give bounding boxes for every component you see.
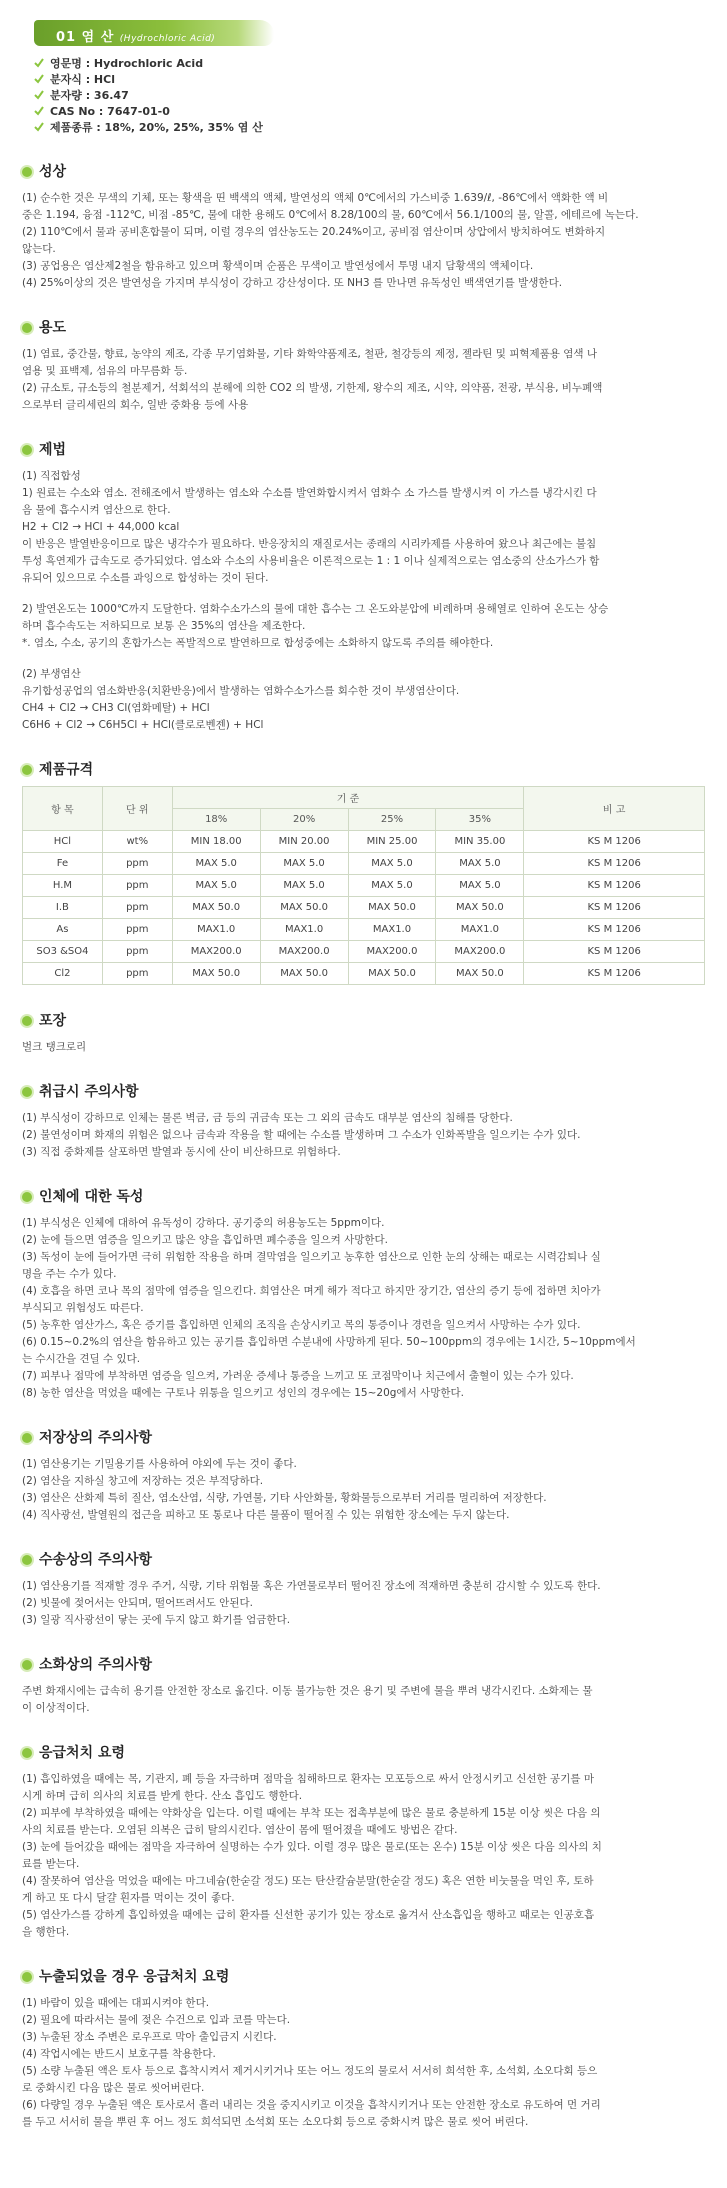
- bullet-icon: [22, 1555, 32, 1565]
- bullet-icon: [22, 167, 32, 177]
- section-heading: 용도: [22, 318, 717, 338]
- text-line: (4) 잘못하여 염산을 먹었을 때에는 마그네슘(한숟갈 정도) 또는 탄산칼슘분말(한숟갈 정도) 혹은 연한 비눗물을 먹인 후, 토하: [22, 1875, 594, 1887]
- text-line: 염용 및 표백제, 섬유의 마무름화 등.: [22, 365, 188, 377]
- section-body: [22, 1578, 717, 1629]
- cell-item: I.B: [23, 897, 103, 919]
- header-standard: 기 준: [172, 787, 524, 809]
- text-line: 이 이상적이다.: [22, 1702, 90, 1714]
- section-handling-precautions: [22, 1082, 717, 1161]
- fact-list: [34, 56, 717, 136]
- cell-value: MAX 50.0: [172, 897, 260, 919]
- section-toxicity: [22, 1187, 717, 1402]
- section-packaging: [22, 1011, 717, 1056]
- cell-value: MAX 5.0: [348, 875, 436, 897]
- text-line: 사의 치료를 받는다. 오염된 의복은 급히 탈의시킨다. 염산이 몸에 떨어졌을 때에도 방법은 같다.: [22, 1824, 458, 1836]
- header-unit: 단 위: [102, 787, 172, 831]
- formula-line: CH4 + Cl2 → CH3 Cl(염화메탈) + HCl: [22, 702, 210, 714]
- cell-unit: ppm: [102, 941, 172, 963]
- text-line: 으로부터 글리세린의 회수, 일반 중화용 등에 사용: [22, 399, 249, 411]
- cell-item: HCl: [23, 831, 103, 853]
- cell-unit: wt%: [102, 831, 172, 853]
- cell-value: MAX1.0: [348, 919, 436, 941]
- bullet-icon: [22, 1087, 32, 1097]
- cell-value: MAX 50.0: [436, 897, 524, 919]
- cell-unit: ppm: [102, 875, 172, 897]
- text-line: (3) 독성이 눈에 들어가면 극히 위험한 작용을 하며 결막염을 일으키고 농후한 염산으로 인한 눈의 상해는 때로는 시력감퇴나 실: [22, 1251, 601, 1263]
- cell-value: MIN 25.00: [348, 831, 436, 853]
- text-line: (2) 규소토, 규소등의 철분제거, 석회석의 분해에 의한 CO2 의 발생, 기한제, 왕수의 제조, 시약, 의약품, 전광, 부식용, 비누폐액: [22, 382, 603, 394]
- text-line: 부식되고 위험성도 따른다.: [22, 1302, 144, 1314]
- bullet-icon: [22, 1748, 32, 1758]
- cell-value: MAX 50.0: [172, 963, 260, 985]
- text-line: (7) 피부나 점막에 부착하면 염증을 일으켜, 가려운 증세나 통증을 느끼고 또 코점막이나 치근에서 출혈이 있는 수가 있다.: [22, 1370, 574, 1382]
- text-line: (3) 눈에 들어갔을 때에는 점막을 자극하여 실명하는 수가 있다. 이럴 경우 많은 물로(또는 온수) 15분 이상 씻은 다음 의사의 치: [22, 1841, 602, 1853]
- table-row: [23, 831, 705, 853]
- text-line: (2) 빗물에 젖어서는 안되며, 떨어뜨려서도 안된다.: [22, 1597, 253, 1609]
- cell-item: SO3 &SO4: [23, 941, 103, 963]
- fact-item: CAS No : 7647-01-0: [34, 104, 717, 120]
- text-line: 명을 주는 수가 있다.: [22, 1268, 117, 1280]
- bullet-icon: [22, 1972, 32, 1982]
- section-heading: 누출되었을 경우 응급처치 요령: [22, 1967, 717, 1987]
- cell-unit: ppm: [102, 897, 172, 919]
- cell-value: MAX 5.0: [348, 853, 436, 875]
- cell-value: MAX 50.0: [260, 897, 348, 919]
- cell-value: MAX 5.0: [172, 875, 260, 897]
- text-line: (1) 직접합성: [22, 470, 81, 482]
- text-line: (4) 호흡을 하면 코나 목의 점막에 염증을 일으킨다. 희염산은 며게 해가 적다고 하지만 장기간, 염산의 증기 등에 접하면 치아가: [22, 1285, 601, 1297]
- text-line: 않는다.: [22, 243, 56, 255]
- table-row: [23, 941, 705, 963]
- section-specifications: [22, 760, 717, 985]
- check-icon: [34, 106, 44, 116]
- bullet-icon: [22, 765, 32, 775]
- cell-note: KS M 1206: [524, 853, 705, 875]
- text-line: 유기합성공업의 염소화반응(치환반응)에서 발생하는 염화수소가스를 회수한 것이 부생염산이다.: [22, 685, 460, 697]
- text-line: (4) 직사광선, 발열원의 접근을 피하고 또 통로나 다른 물품이 떨어질 수 있는 위험한 장소에는 두지 않는다.: [22, 1509, 510, 1521]
- page-title: [56, 26, 215, 45]
- section-heading: 수송상의 주의사항: [22, 1550, 717, 1570]
- bullet-icon: [22, 445, 32, 455]
- section-uses: [22, 318, 717, 414]
- text-line: (4) 작업시에는 반드시 보호구를 착용한다.: [22, 2048, 216, 2060]
- fact-item: 분자량 : 36.47: [34, 88, 717, 104]
- cell-value: MAX1.0: [172, 919, 260, 941]
- text-line: 벌크 탱크로리: [22, 1041, 87, 1053]
- text-line: 유되어 있으므로 수소를 과잉으로 합성하는 것이 된다.: [22, 572, 269, 584]
- text-line: (8) 농한 염산을 먹었을 때에는 구토나 위통을 일으키고 성인의 경우에는 15~20g에서 사망한다.: [22, 1387, 464, 1399]
- text-line: 하며 흡수속도는 저하되므로 보통 은 35%의 염산을 제조한다.: [22, 620, 306, 632]
- section-heading: 성상: [22, 162, 717, 182]
- section-heading: 응급처치 요령: [22, 1743, 717, 1763]
- cell-value: MAX200.0: [436, 941, 524, 963]
- spec-table: [22, 786, 705, 985]
- bullet-icon: [22, 1016, 32, 1026]
- section-transport-precautions: [22, 1550, 717, 1629]
- text-line: (2) 불연성이며 화재의 위험은 없으나 금속과 작용을 할 때에는 수소를 발생하며 그 수소가 인화폭발을 일으키는 수가 있다.: [22, 1129, 581, 1141]
- text-line: (1) 순수한 것은 무색의 기체, 또는 황색을 띤 백색의 액체, 발연성의 액체 0℃에서의 가스비중 1.639/ℓ, -86℃에서 액화한 액 비: [22, 192, 609, 204]
- text-line: 을 행한다.: [22, 1926, 70, 1938]
- cell-value: MAX200.0: [172, 941, 260, 963]
- cell-value: MIN 35.00: [436, 831, 524, 853]
- title-main: 01 염 산: [56, 30, 115, 45]
- cell-value: MAX 5.0: [260, 853, 348, 875]
- header-grade: 25%: [348, 809, 436, 831]
- cell-value: MAX 50.0: [348, 897, 436, 919]
- cell-note: KS M 1206: [524, 963, 705, 985]
- text-line: 는 수시간을 견딜 수 있다.: [22, 1353, 141, 1365]
- section-leak-response: [22, 1967, 717, 2131]
- table-row: [23, 853, 705, 875]
- section-heading: 제법: [22, 440, 717, 460]
- text-line: 게 하고 또 다시 달걀 흰자를 먹이는 것이 좋다.: [22, 1892, 235, 1904]
- text-line: (1) 부식성이 강하므로 인체는 물론 벽금, 금 등의 귀금속 또는 그 외의 금속도 대부분 염산의 침해를 당한다.: [22, 1112, 513, 1124]
- cell-value: MAX200.0: [260, 941, 348, 963]
- section-heading: 저장상의 주의사항: [22, 1428, 717, 1448]
- section-heading: 포장: [22, 1011, 717, 1031]
- text-line: (1) 바람이 있을 때에는 대피시켜야 한다.: [22, 1997, 210, 2009]
- section-heading: 인체에 대한 독성: [22, 1187, 717, 1207]
- section-body: [22, 1995, 717, 2131]
- section-body: [22, 190, 717, 292]
- section-body: [22, 346, 717, 414]
- section-body: [22, 1215, 717, 1402]
- text-line: (1) 염료, 중간물, 향료, 농약의 제조, 각종 무기염화물, 기타 화학약품제조, 철판, 철강등의 제정, 젤라틴 및 피혁제품용 염색 나: [22, 348, 598, 360]
- section-body: [22, 1456, 717, 1524]
- header-note: 비 고: [524, 787, 705, 831]
- text-line: (2) 눈에 들으면 염증을 일으키고 많은 양을 흡입하면 폐수종을 일으켜 사망한다.: [22, 1234, 389, 1246]
- text-line: (2) 피부에 부착하였을 때에는 약화상을 입는다. 이럴 때에는 부착 또는 접촉부분에 많은 물로 충분하게 15분 이상 씻은 다음 의: [22, 1807, 601, 1819]
- text-line: (2) 염산을 지하실 창고에 저장하는 것은 부적당하다.: [22, 1475, 264, 1487]
- formula-line: H2 + Cl2 → HCl + 44,000 kcal: [22, 521, 180, 533]
- check-icon: [34, 122, 44, 132]
- text-line: (5) 농후한 염산가스, 혹은 증기를 흡입하면 인체의 조직을 손상시키고 목의 통증이나 경련을 일으켜서 사망하는 수가 있다.: [22, 1319, 581, 1331]
- cell-item: H.M: [23, 875, 103, 897]
- cell-value: MAX 5.0: [436, 853, 524, 875]
- section-properties: [22, 162, 717, 292]
- table-row: [23, 919, 705, 941]
- header-grade: 35%: [436, 809, 524, 831]
- text-line: (6) 다량일 경우 누출된 액은 토사로서 흘러 내리는 것을 중지시키고 이것을 흡착시키거나 또는 안전한 장소로 유도하여 먼 거리: [22, 2099, 601, 2111]
- check-icon: [34, 74, 44, 84]
- text-line: (5) 염산가스를 강하게 흡입하였을 때에는 급히 환자를 신선한 공기가 있는 장소로 옮겨서 산소흡입을 행하고 때로는 인공호흡: [22, 1909, 595, 1921]
- cell-value: MAX 50.0: [348, 963, 436, 985]
- cell-note: KS M 1206: [524, 941, 705, 963]
- cell-item: Cl2: [23, 963, 103, 985]
- bullet-icon: [22, 1433, 32, 1443]
- cell-value: MIN 20.00: [260, 831, 348, 853]
- section-body: [22, 1771, 717, 1941]
- blank-line: [22, 652, 717, 666]
- section-body: [22, 1683, 717, 1717]
- text-line: 이 반응은 발열반응이므로 많은 냉각수가 필요하다. 반응장치의 재질로서는 종래의 시리카제를 사용하여 왔으나 최근에는 불침: [22, 538, 597, 550]
- text-line: (4) 25%이상의 것은 발연성을 가지며 부식성이 강하고 강산성이다. 또 NH3 를 만나면 유독성인 백색연기를 발생한다.: [22, 277, 563, 289]
- cell-item: Fe: [23, 853, 103, 875]
- text-line: (3) 공업용은 염산제2철을 함유하고 있으며 황색이며 순품은 무색이고 발연성에서 투명 내지 담황색의 액체이다.: [22, 260, 534, 272]
- text-line: 투성 흑연제가 급속도로 증가되었다. 염소와 수소의 사용비율은 이론적으로는 1 : 1 이나 실제적으로는 염소중의 산소가스가 함: [22, 555, 600, 567]
- blank-line: [22, 587, 717, 601]
- check-icon: [34, 58, 44, 68]
- text-line: (2) 필요에 따라서는 물에 젖은 수건으로 입과 코를 막는다.: [22, 2014, 291, 2026]
- bullet-icon: [22, 323, 32, 333]
- text-line: (5) 소량 누출된 액은 토사 등으로 흡착시켜서 제거시키거나 또는 어느 정도의 물로서 서서히 희석한 후, 소석회, 소오다회 등으: [22, 2065, 598, 2077]
- section-heading: 취급시 주의사항: [22, 1082, 717, 1102]
- bullet-icon: [22, 1192, 32, 1202]
- cell-unit: ppm: [102, 963, 172, 985]
- cell-note: KS M 1206: [524, 919, 705, 941]
- text-line: (3) 직접 중화제를 살포하면 발열과 동시에 산이 비산하므로 위험하다.: [22, 1146, 341, 1158]
- cell-unit: ppm: [102, 919, 172, 941]
- table-row: [23, 897, 705, 919]
- text-line: (3) 누출된 장소 주변은 로우프로 막아 출입금지 시킨다.: [22, 2031, 277, 2043]
- cell-value: MAX 50.0: [260, 963, 348, 985]
- text-line: (2) 110℃에서 물과 공비혼합물이 되며, 이럴 경우의 염산농도는 20.24%이고, 공비점 염산이며 상압에서 방치하여도 변화하지: [22, 226, 606, 238]
- cell-value: MAX 5.0: [436, 875, 524, 897]
- cell-unit: ppm: [102, 853, 172, 875]
- section-body: [22, 1110, 717, 1161]
- text-line: 음 물에 흡수시켜 염산으로 한다.: [22, 504, 171, 516]
- fact-item: 분자식 : HCl: [34, 72, 717, 88]
- section-body: [22, 1039, 717, 1056]
- section-storage-precautions: [22, 1428, 717, 1524]
- text-line: (3) 일광 직사광선이 닿는 곳에 두지 않고 화기를 엄금한다.: [22, 1614, 291, 1626]
- text-line: (1) 흡입하였을 때에는 목, 기관지, 폐 등을 자극하며 점막을 침해하므로 환자는 모포등으로 싸서 안정시키고 신선한 공기를 마: [22, 1773, 594, 1785]
- cell-value: MIN 18.00: [172, 831, 260, 853]
- section-heading: 제품규격: [22, 760, 717, 780]
- section-manufacturing: [22, 440, 717, 734]
- text-line: (2) 부생염산: [22, 668, 81, 680]
- text-line: (1) 염산용기를 적재할 경우 주거, 식량, 기타 위험물 혹은 가연물로부터 떨어진 장소에 적재하면 충분히 감시할 수 있도록 한다.: [22, 1580, 601, 1592]
- text-line: 2) 발연온도는 1000℃까지 도달한다. 염화수소가스의 물에 대한 흡수는 그 온도와분압에 비례하며 용해열로 인하여 온도는 상승: [22, 603, 609, 615]
- header-item: 항 목: [23, 787, 103, 831]
- text-line: 로 중화시킨 다음 많은 물로 씻어버린다.: [22, 2082, 205, 2094]
- fact-item: 제품종류 : 18%, 20%, 25%, 35% 염 산: [34, 120, 717, 136]
- header-grade: 20%: [260, 809, 348, 831]
- text-line: 료를 받는다.: [22, 1858, 80, 1870]
- header-grade: 18%: [172, 809, 260, 831]
- text-line: 시게 하며 급히 의사의 치료를 받게 한다. 산소 흡입도 행한다.: [22, 1790, 303, 1802]
- cell-value: MAX1.0: [260, 919, 348, 941]
- section-firefighting-precautions: [22, 1655, 717, 1717]
- cell-value: MAX 5.0: [260, 875, 348, 897]
- fact-item: 영문명 : Hydrochloric Acid: [34, 56, 717, 72]
- table-row: [23, 875, 705, 897]
- text-line: (3) 염산은 산화제 특히 질산, 염소산염, 식량, 가연물, 기타 사안화물, 황화물등으로부터 거리를 멀리하여 저장한다.: [22, 1492, 547, 1504]
- text-line: 중은 1.194, 융점 -112℃, 비점 -85℃, 물에 대한 용해도 0℃에서 8.28/100의 물, 60℃에서 56.1/100의 물, 알콜, 에테르에 녹는다.: [22, 209, 639, 221]
- title-banner: [34, 18, 274, 48]
- cell-note: KS M 1206: [524, 831, 705, 853]
- section-first-aid: [22, 1743, 717, 1941]
- text-line: (1) 염산용기는 기밀용기를 사용하여 야외에 두는 것이 좋다.: [22, 1458, 297, 1470]
- table-row: [23, 963, 705, 985]
- title-sub: (Hydrochloric Acid): [119, 34, 216, 44]
- cell-value: MAX 50.0: [436, 963, 524, 985]
- text-line: (1) 부식성은 인체에 대하여 유독성이 강하다. 공기중의 허용농도는 5ppm이다.: [22, 1217, 385, 1229]
- text-line: (6) 0.15~0.2%의 염산을 함유하고 있는 공기를 흡입하면 수분내에 사망하게 된다. 50~100ppm의 경우에는 1시간, 5~10ppm에서: [22, 1336, 636, 1348]
- check-icon: [34, 90, 44, 100]
- cell-value: MAX1.0: [436, 919, 524, 941]
- cell-item: As: [23, 919, 103, 941]
- cell-value: MAX200.0: [348, 941, 436, 963]
- cell-note: KS M 1206: [524, 897, 705, 919]
- text-line: 1) 원료는 수소와 염소. 전해조에서 발생하는 염소와 수소를 발연화합시켜서 염화수 소 가스를 발생시켜 이 가스를 냉각시킨 다: [22, 487, 597, 499]
- section-heading: 소화상의 주의사항: [22, 1655, 717, 1675]
- bullet-icon: [22, 1660, 32, 1670]
- section-body: [22, 468, 717, 734]
- cell-note: KS M 1206: [524, 875, 705, 897]
- text-line: 주변 화재시에는 급속히 용기를 안전한 장소로 옮긴다. 이동 불가능한 것은 용기 및 주변에 물을 뿌려 냉각시킨다. 소화제는 물: [22, 1685, 593, 1697]
- text-line: *. 염소, 수소, 공기의 혼합가스는 폭발적으로 발연하므로 합성중에는 소화하지 않도록 주의를 해야한다.: [22, 637, 494, 649]
- text-line: 를 두고 서서히 물을 뿌린 후 어느 정도 희석되면 소석회 또는 소오다회 등으로 중화시켜 많은 물로 씻어 버린다.: [22, 2116, 529, 2128]
- cell-value: MAX 5.0: [172, 853, 260, 875]
- formula-line: C6H6 + Cl2 → C6H5Cl + HCl(클로로벤젠) + HCl: [22, 719, 264, 731]
